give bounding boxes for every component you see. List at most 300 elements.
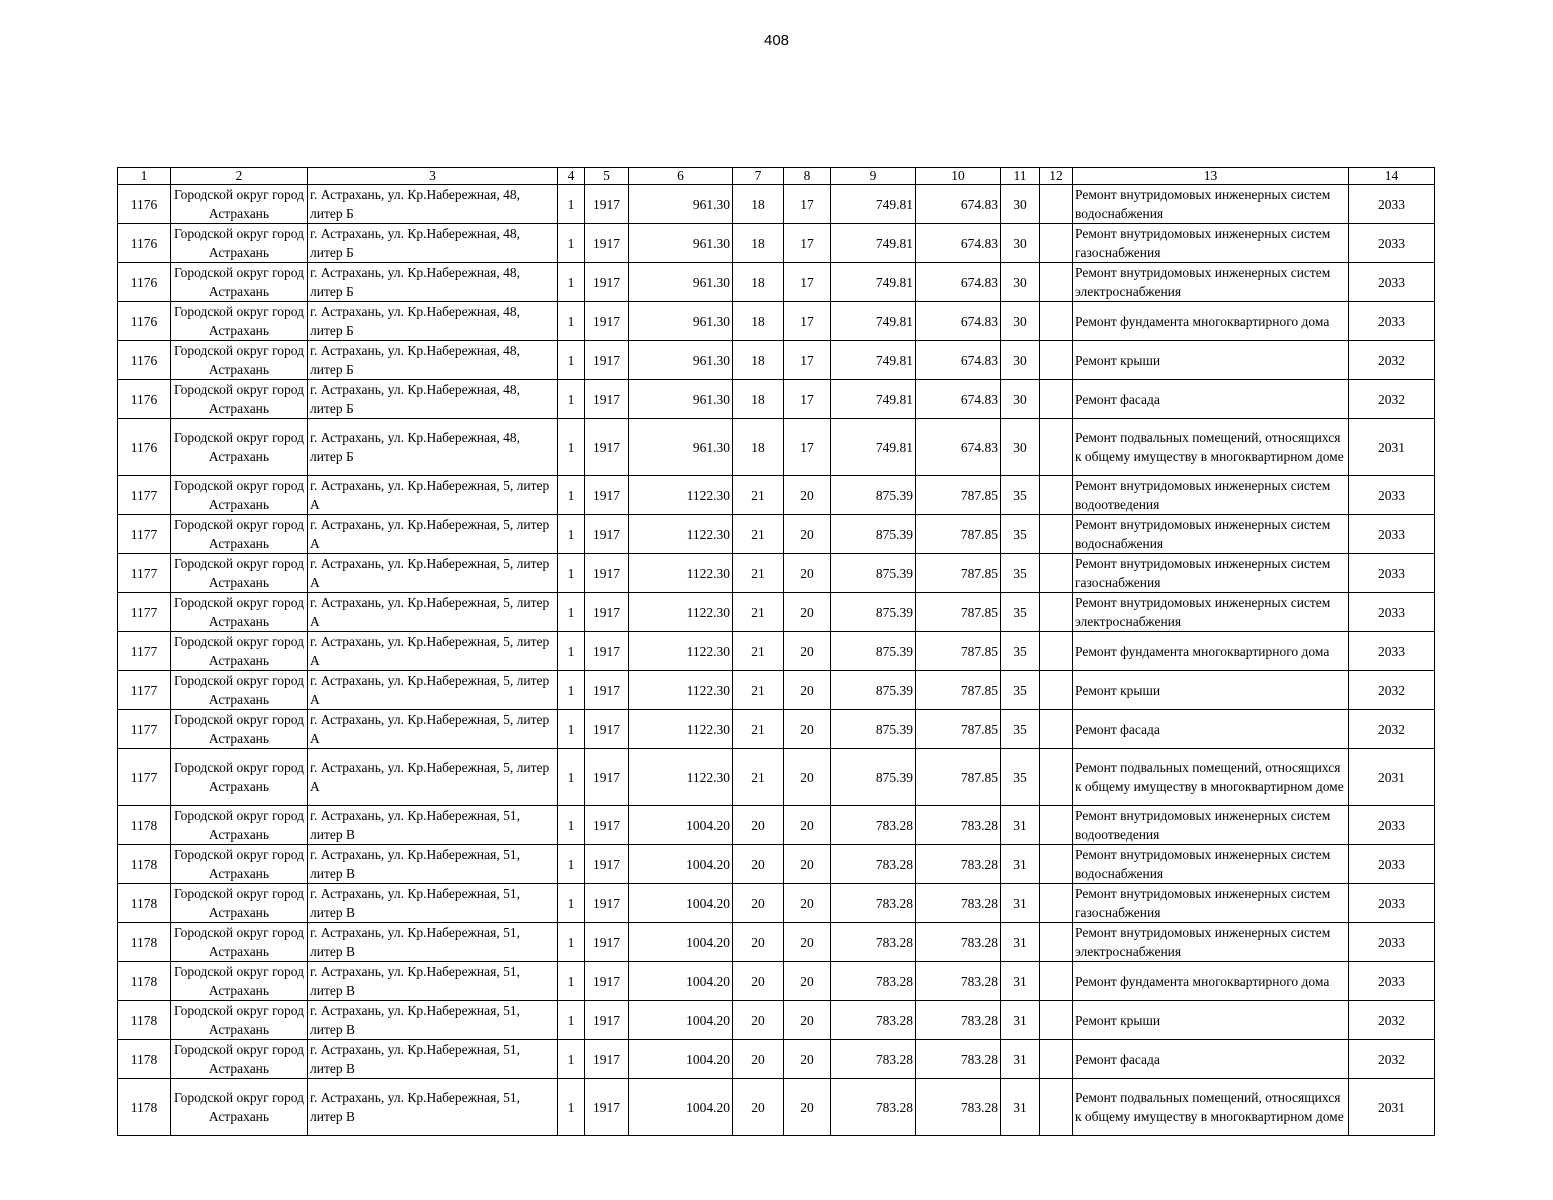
col-9-value: 749.81 — [831, 263, 916, 302]
repair-work-type: Ремонт подвальных помещений, относящихся к общему имуществу в многоквартирном доме — [1073, 419, 1349, 476]
col-6-value: 961.30 — [629, 302, 733, 341]
planned-year: 2033 — [1349, 224, 1435, 263]
table-row — [118, 884, 1435, 923]
col-6-value: 961.30 — [629, 380, 733, 419]
col-11-value: 30 — [1001, 224, 1040, 263]
col-4-value: 1 — [558, 419, 585, 476]
year-built: 1917 — [585, 302, 629, 341]
municipality: Городской округ город Астрахань — [171, 476, 308, 515]
col-8-value: 17 — [784, 380, 831, 419]
col-8-value: 20 — [784, 884, 831, 923]
col-9-value: 875.39 — [831, 632, 916, 671]
table-row — [118, 845, 1435, 884]
col-12-value — [1040, 671, 1073, 710]
table-row — [118, 962, 1435, 1001]
row-number: 1178 — [118, 1040, 171, 1079]
col-header-11: 11 — [1001, 168, 1040, 185]
repair-work-type: Ремонт внутридомовых инженерных систем электроснабжения — [1073, 923, 1349, 962]
col-11-value: 35 — [1001, 476, 1040, 515]
row-number: 1176 — [118, 185, 171, 224]
col-8-value: 20 — [784, 593, 831, 632]
col-4-value: 1 — [558, 962, 585, 1001]
planned-year: 2032 — [1349, 671, 1435, 710]
col-6-value: 1122.30 — [629, 593, 733, 632]
col-9-value: 783.28 — [831, 1040, 916, 1079]
col-8-value: 20 — [784, 923, 831, 962]
col-9-value: 783.28 — [831, 806, 916, 845]
col-10-value: 783.28 — [916, 1040, 1001, 1079]
planned-year: 2031 — [1349, 419, 1435, 476]
repair-work-type: Ремонт внутридомовых инженерных систем газоснабжения — [1073, 224, 1349, 263]
planned-year: 2032 — [1349, 380, 1435, 419]
col-9-value: 749.81 — [831, 302, 916, 341]
planned-year: 2033 — [1349, 302, 1435, 341]
col-9-value: 875.39 — [831, 554, 916, 593]
row-number: 1177 — [118, 632, 171, 671]
address: г. Астрахань, ул. Кр.Набережная, 48, литер Б — [308, 185, 558, 224]
col-11-value: 35 — [1001, 749, 1040, 806]
col-10-value: 787.85 — [916, 710, 1001, 749]
col-8-value: 20 — [784, 1001, 831, 1040]
col-10-value: 674.83 — [916, 419, 1001, 476]
col-4-value: 1 — [558, 224, 585, 263]
col-7-value: 21 — [733, 749, 784, 806]
repair-work-type: Ремонт подвальных помещений, относящихся к общему имуществу в многоквартирном доме — [1073, 749, 1349, 806]
col-11-value: 31 — [1001, 845, 1040, 884]
col-7-value: 21 — [733, 554, 784, 593]
col-10-value: 674.83 — [916, 302, 1001, 341]
address: г. Астрахань, ул. Кр.Набережная, 5, литер А — [308, 632, 558, 671]
col-11-value: 30 — [1001, 185, 1040, 224]
year-built: 1917 — [585, 554, 629, 593]
col-8-value: 20 — [784, 632, 831, 671]
col-11-value: 30 — [1001, 419, 1040, 476]
col-7-value: 20 — [733, 1040, 784, 1079]
col-11-value: 35 — [1001, 593, 1040, 632]
col-12-value — [1040, 710, 1073, 749]
col-4-value: 1 — [558, 749, 585, 806]
row-number: 1178 — [118, 1079, 171, 1136]
col-6-value: 1004.20 — [629, 1079, 733, 1136]
address: г. Астрахань, ул. Кр.Набережная, 48, литер Б — [308, 263, 558, 302]
col-9-value: 783.28 — [831, 962, 916, 1001]
row-number: 1176 — [118, 302, 171, 341]
col-7-value: 18 — [733, 419, 784, 476]
address: г. Астрахань, ул. Кр.Набережная, 51, литер В — [308, 845, 558, 884]
col-9-value: 875.39 — [831, 749, 916, 806]
municipality: Городской округ город Астрахань — [171, 806, 308, 845]
col-header-4: 4 — [558, 168, 585, 185]
col-12-value — [1040, 749, 1073, 806]
planned-year: 2033 — [1349, 923, 1435, 962]
planned-year: 2033 — [1349, 515, 1435, 554]
row-number: 1176 — [118, 341, 171, 380]
address: г. Астрахань, ул. Кр.Набережная, 51, литер В — [308, 923, 558, 962]
row-number: 1178 — [118, 884, 171, 923]
address: г. Астрахань, ул. Кр.Набережная, 51, литер В — [308, 1040, 558, 1079]
col-10-value: 783.28 — [916, 1079, 1001, 1136]
repair-work-type: Ремонт внутридомовых инженерных систем водоснабжения — [1073, 845, 1349, 884]
col-header-6: 6 — [629, 168, 733, 185]
municipality: Городской округ город Астрахань — [171, 224, 308, 263]
municipality: Городской округ город Астрахань — [171, 185, 308, 224]
planned-year: 2032 — [1349, 1001, 1435, 1040]
municipality: Городской округ город Астрахань — [171, 302, 308, 341]
col-12-value — [1040, 341, 1073, 380]
col-12-value — [1040, 632, 1073, 671]
repair-work-type: Ремонт внутридомовых инженерных систем водоотведения — [1073, 806, 1349, 845]
year-built: 1917 — [585, 380, 629, 419]
col-10-value: 783.28 — [916, 1001, 1001, 1040]
page-number: 408 — [763, 32, 790, 49]
col-9-value: 875.39 — [831, 593, 916, 632]
col-12-value — [1040, 185, 1073, 224]
col-header-2: 2 — [171, 168, 308, 185]
col-12-value — [1040, 884, 1073, 923]
col-12-value — [1040, 1001, 1073, 1040]
col-12-value — [1040, 476, 1073, 515]
col-9-value: 875.39 — [831, 515, 916, 554]
col-6-value: 1122.30 — [629, 710, 733, 749]
year-built: 1917 — [585, 962, 629, 1001]
col-12-value — [1040, 263, 1073, 302]
year-built: 1917 — [585, 419, 629, 476]
col-12-value — [1040, 806, 1073, 845]
col-11-value: 30 — [1001, 302, 1040, 341]
col-7-value: 20 — [733, 845, 784, 884]
col-header-14: 14 — [1349, 168, 1435, 185]
col-6-value: 1004.20 — [629, 884, 733, 923]
col-10-value: 787.85 — [916, 749, 1001, 806]
row-number: 1177 — [118, 554, 171, 593]
table-row — [118, 554, 1435, 593]
col-9-value: 749.81 — [831, 341, 916, 380]
col-4-value: 1 — [558, 1079, 585, 1136]
repair-work-type: Ремонт фундамента многоквартирного дома — [1073, 962, 1349, 1001]
header-row — [118, 168, 1435, 185]
col-12-value — [1040, 224, 1073, 263]
address: г. Астрахань, ул. Кр.Набережная, 51, литер В — [308, 1079, 558, 1136]
col-12-value — [1040, 380, 1073, 419]
table-row — [118, 1001, 1435, 1040]
row-number: 1177 — [118, 710, 171, 749]
col-7-value: 21 — [733, 632, 784, 671]
row-number: 1178 — [118, 962, 171, 1001]
col-10-value: 674.83 — [916, 380, 1001, 419]
col-4-value: 1 — [558, 302, 585, 341]
table-body — [118, 185, 1435, 1136]
col-9-value: 749.81 — [831, 185, 916, 224]
col-7-value: 18 — [733, 302, 784, 341]
repair-work-type: Ремонт фундамента многоквартирного дома — [1073, 302, 1349, 341]
col-6-value: 961.30 — [629, 341, 733, 380]
repair-work-type: Ремонт фасада — [1073, 710, 1349, 749]
row-number: 1177 — [118, 593, 171, 632]
repair-work-type: Ремонт внутридомовых инженерных систем водоснабжения — [1073, 515, 1349, 554]
col-4-value: 1 — [558, 380, 585, 419]
col-7-value: 18 — [733, 380, 784, 419]
address: г. Астрахань, ул. Кр.Набережная, 5, литер А — [308, 476, 558, 515]
planned-year: 2033 — [1349, 476, 1435, 515]
row-number: 1176 — [118, 380, 171, 419]
municipality: Городской округ город Астрахань — [171, 341, 308, 380]
col-10-value: 674.83 — [916, 341, 1001, 380]
col-8-value: 17 — [784, 302, 831, 341]
repair-work-type: Ремонт внутридомовых инженерных систем водоснабжения — [1073, 185, 1349, 224]
col-6-value: 961.30 — [629, 263, 733, 302]
col-header-5: 5 — [585, 168, 629, 185]
col-4-value: 1 — [558, 185, 585, 224]
row-number: 1178 — [118, 923, 171, 962]
address: г. Астрахань, ул. Кр.Набережная, 5, литер А — [308, 671, 558, 710]
col-8-value: 17 — [784, 341, 831, 380]
col-10-value: 783.28 — [916, 845, 1001, 884]
municipality: Городской округ город Астрахань — [171, 263, 308, 302]
table-row — [118, 749, 1435, 806]
col-9-value: 875.39 — [831, 671, 916, 710]
col-7-value: 18 — [733, 341, 784, 380]
address: г. Астрахань, ул. Кр.Набережная, 51, литер В — [308, 1001, 558, 1040]
col-9-value: 783.28 — [831, 845, 916, 884]
col-8-value: 20 — [784, 962, 831, 1001]
col-11-value: 31 — [1001, 806, 1040, 845]
year-built: 1917 — [585, 224, 629, 263]
col-7-value: 20 — [733, 1001, 784, 1040]
table-row — [118, 593, 1435, 632]
address: г. Астрахань, ул. Кр.Набережная, 51, литер В — [308, 884, 558, 923]
col-8-value: 17 — [784, 224, 831, 263]
row-number: 1176 — [118, 224, 171, 263]
col-6-value: 1122.30 — [629, 671, 733, 710]
planned-year: 2033 — [1349, 806, 1435, 845]
col-header-9: 9 — [831, 168, 916, 185]
col-6-value: 1004.20 — [629, 923, 733, 962]
row-number: 1176 — [118, 419, 171, 476]
col-6-value: 961.30 — [629, 185, 733, 224]
col-12-value — [1040, 554, 1073, 593]
col-header-13: 13 — [1073, 168, 1349, 185]
col-header-3: 3 — [308, 168, 558, 185]
col-6-value: 1122.30 — [629, 749, 733, 806]
year-built: 1917 — [585, 710, 629, 749]
table-row — [118, 263, 1435, 302]
row-number: 1178 — [118, 1001, 171, 1040]
col-8-value: 20 — [784, 710, 831, 749]
col-12-value — [1040, 593, 1073, 632]
col-8-value: 20 — [784, 845, 831, 884]
col-4-value: 1 — [558, 884, 585, 923]
col-4-value: 1 — [558, 593, 585, 632]
row-number: 1178 — [118, 845, 171, 884]
address: г. Астрахань, ул. Кр.Набережная, 48, литер Б — [308, 302, 558, 341]
col-6-value: 1122.30 — [629, 632, 733, 671]
year-built: 1917 — [585, 806, 629, 845]
address: г. Астрахань, ул. Кр.Набережная, 5, литер А — [308, 710, 558, 749]
col-4-value: 1 — [558, 554, 585, 593]
col-12-value — [1040, 419, 1073, 476]
year-built: 1917 — [585, 515, 629, 554]
col-6-value: 1004.20 — [629, 845, 733, 884]
year-built: 1917 — [585, 884, 629, 923]
col-9-value: 783.28 — [831, 884, 916, 923]
planned-year: 2032 — [1349, 1040, 1435, 1079]
col-7-value: 20 — [733, 884, 784, 923]
table-row — [118, 671, 1435, 710]
col-9-value: 749.81 — [831, 224, 916, 263]
col-4-value: 1 — [558, 515, 585, 554]
col-10-value: 783.28 — [916, 962, 1001, 1001]
repair-work-type: Ремонт внутридомовых инженерных систем газоснабжения — [1073, 554, 1349, 593]
col-11-value: 31 — [1001, 1079, 1040, 1136]
col-8-value: 17 — [784, 419, 831, 476]
col-7-value: 21 — [733, 671, 784, 710]
col-12-value — [1040, 1079, 1073, 1136]
col-header-12: 12 — [1040, 168, 1073, 185]
col-header-8: 8 — [784, 168, 831, 185]
col-10-value: 783.28 — [916, 884, 1001, 923]
address: г. Астрахань, ул. Кр.Набережная, 48, литер Б — [308, 380, 558, 419]
planned-year: 2032 — [1349, 710, 1435, 749]
col-6-value: 1004.20 — [629, 962, 733, 1001]
col-header-1: 1 — [118, 168, 171, 185]
col-4-value: 1 — [558, 806, 585, 845]
col-7-value: 21 — [733, 710, 784, 749]
col-6-value: 1004.20 — [629, 1001, 733, 1040]
municipality: Городской округ город Астрахань — [171, 923, 308, 962]
col-8-value: 20 — [784, 749, 831, 806]
repair-work-type: Ремонт фасада — [1073, 380, 1349, 419]
col-11-value: 35 — [1001, 632, 1040, 671]
municipality: Городской округ город Астрахань — [171, 710, 308, 749]
municipality: Городской округ город Астрахань — [171, 1001, 308, 1040]
col-11-value: 35 — [1001, 554, 1040, 593]
planned-year: 2033 — [1349, 554, 1435, 593]
repair-work-type: Ремонт фасада — [1073, 1040, 1349, 1079]
year-built: 1917 — [585, 845, 629, 884]
municipality: Городской округ город Астрахань — [171, 749, 308, 806]
planned-year: 2031 — [1349, 749, 1435, 806]
col-9-value: 783.28 — [831, 1001, 916, 1040]
col-10-value: 787.85 — [916, 554, 1001, 593]
table-row — [118, 185, 1435, 224]
planned-year: 2033 — [1349, 845, 1435, 884]
address: г. Астрахань, ул. Кр.Набережная, 51, литер В — [308, 806, 558, 845]
col-6-value: 961.30 — [629, 419, 733, 476]
repair-work-type: Ремонт внутридомовых инженерных систем электроснабжения — [1073, 593, 1349, 632]
col-7-value: 21 — [733, 476, 784, 515]
year-built: 1917 — [585, 923, 629, 962]
col-10-value: 674.83 — [916, 263, 1001, 302]
col-6-value: 1122.30 — [629, 554, 733, 593]
address: г. Астрахань, ул. Кр.Набережная, 5, литер А — [308, 749, 558, 806]
table-row — [118, 923, 1435, 962]
col-11-value: 30 — [1001, 263, 1040, 302]
planned-year: 2031 — [1349, 1079, 1435, 1136]
year-built: 1917 — [585, 632, 629, 671]
col-10-value: 783.28 — [916, 923, 1001, 962]
col-7-value: 21 — [733, 515, 784, 554]
col-11-value: 30 — [1001, 341, 1040, 380]
address: г. Астрахань, ул. Кр.Набережная, 5, литер А — [308, 515, 558, 554]
table-row — [118, 302, 1435, 341]
col-7-value: 20 — [733, 923, 784, 962]
col-header-10: 10 — [916, 168, 1001, 185]
address: г. Астрахань, ул. Кр.Набережная, 5, литер А — [308, 554, 558, 593]
col-11-value: 35 — [1001, 515, 1040, 554]
municipality: Городской округ город Астрахань — [171, 884, 308, 923]
year-built: 1917 — [585, 476, 629, 515]
row-number: 1177 — [118, 749, 171, 806]
table-row — [118, 476, 1435, 515]
col-6-value: 1122.30 — [629, 515, 733, 554]
planned-year: 2033 — [1349, 962, 1435, 1001]
planned-year: 2033 — [1349, 263, 1435, 302]
municipality: Городской округ город Астрахань — [171, 845, 308, 884]
year-built: 1917 — [585, 749, 629, 806]
col-11-value: 31 — [1001, 1001, 1040, 1040]
col-10-value: 674.83 — [916, 224, 1001, 263]
year-built: 1917 — [585, 671, 629, 710]
col-4-value: 1 — [558, 1040, 585, 1079]
col-4-value: 1 — [558, 710, 585, 749]
col-4-value: 1 — [558, 476, 585, 515]
table-row — [118, 806, 1435, 845]
col-8-value: 20 — [784, 1079, 831, 1136]
col-8-value: 20 — [784, 1040, 831, 1079]
col-7-value: 18 — [733, 224, 784, 263]
address: г. Астрахань, ул. Кр.Набережная, 48, литер Б — [308, 341, 558, 380]
col-6-value: 1004.20 — [629, 1040, 733, 1079]
repair-work-type: Ремонт фундамента многоквартирного дома — [1073, 632, 1349, 671]
col-9-value: 783.28 — [831, 923, 916, 962]
repair-work-type: Ремонт внутридомовых инженерных систем электроснабжения — [1073, 263, 1349, 302]
municipality: Городской округ город Астрахань — [171, 632, 308, 671]
table-row — [118, 710, 1435, 749]
col-12-value — [1040, 962, 1073, 1001]
col-8-value: 20 — [784, 554, 831, 593]
municipality: Городской округ город Астрахань — [171, 419, 308, 476]
col-12-value — [1040, 302, 1073, 341]
col-10-value: 787.85 — [916, 632, 1001, 671]
col-11-value: 31 — [1001, 962, 1040, 1001]
col-11-value: 35 — [1001, 710, 1040, 749]
col-7-value: 20 — [733, 806, 784, 845]
address: г. Астрахань, ул. Кр.Набережная, 5, литер А — [308, 593, 558, 632]
col-7-value: 18 — [733, 185, 784, 224]
table-row — [118, 632, 1435, 671]
col-4-value: 1 — [558, 263, 585, 302]
col-12-value — [1040, 515, 1073, 554]
planned-year: 2033 — [1349, 884, 1435, 923]
repair-work-type: Ремонт крыши — [1073, 1001, 1349, 1040]
col-11-value: 30 — [1001, 380, 1040, 419]
municipality: Городской округ город Астрахань — [171, 1079, 308, 1136]
year-built: 1917 — [585, 341, 629, 380]
row-number: 1176 — [118, 263, 171, 302]
planned-year: 2033 — [1349, 632, 1435, 671]
municipality: Городской округ город Астрахань — [171, 380, 308, 419]
municipality: Городской округ город Астрахань — [171, 671, 308, 710]
address: г. Астрахань, ул. Кр.Набережная, 48, литер Б — [308, 224, 558, 263]
table-row — [118, 341, 1435, 380]
col-9-value: 749.81 — [831, 419, 916, 476]
col-11-value: 35 — [1001, 671, 1040, 710]
municipality: Городской округ город Астрахань — [171, 962, 308, 1001]
col-9-value: 875.39 — [831, 710, 916, 749]
col-4-value: 1 — [558, 671, 585, 710]
year-built: 1917 — [585, 263, 629, 302]
year-built: 1917 — [585, 1001, 629, 1040]
